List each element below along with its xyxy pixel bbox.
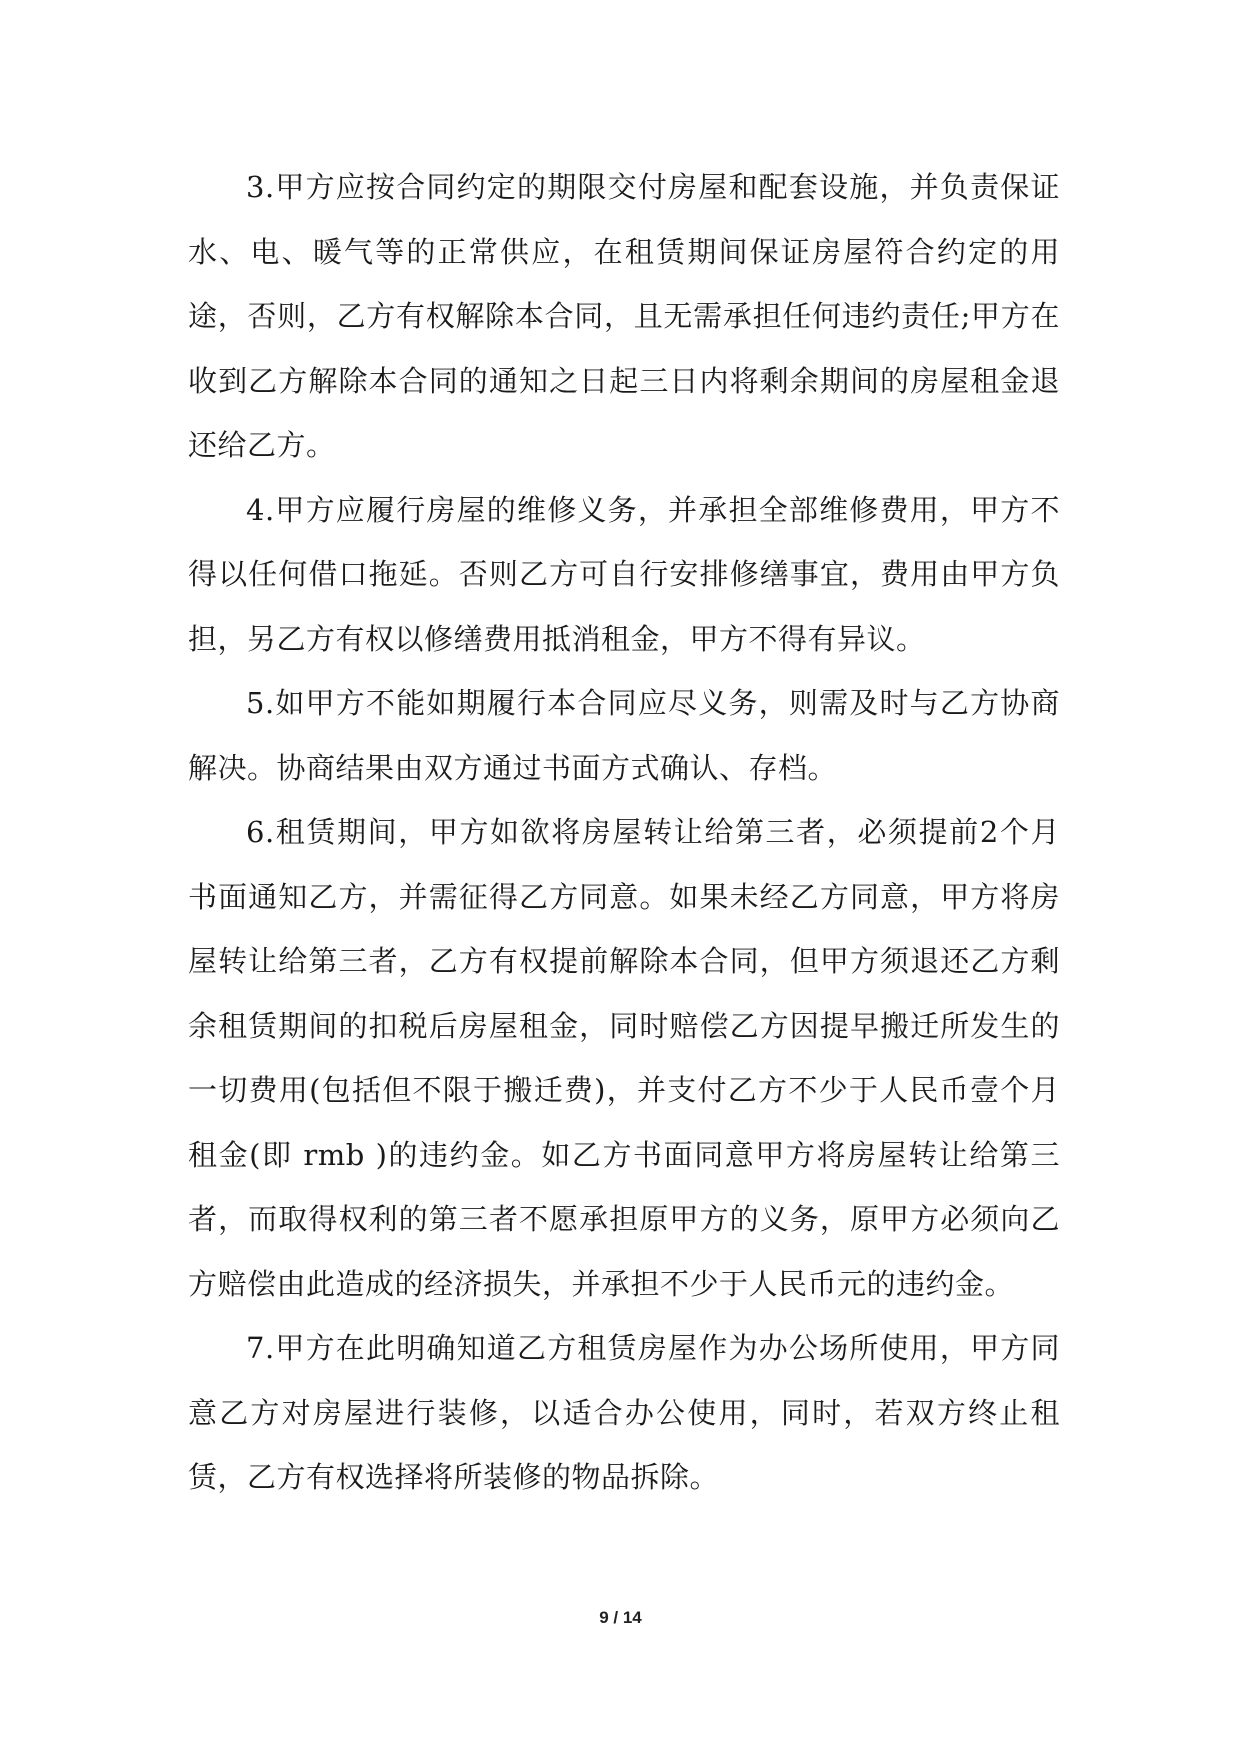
paragraph-clause-4: 4.甲方应履行房屋的维修义务，并承担全部维修费用，甲方不得以任何借口拖延。否则乙方可自行安排修缮事宜，费用由甲方负担，另乙方有权以修缮费用抵消租金，甲方不得有异议。 xyxy=(188,492,1060,656)
page-number: 9 / 14 xyxy=(599,1608,642,1627)
paragraph-clause-7: 7.甲方在此明确知道乙方租赁房屋作为办公场所使用，甲方同意乙方对房屋进行装修，以适合办公使用，同时，若双方终止租赁，乙方有权选择将所装修的物品拆除。 xyxy=(188,1331,1060,1494)
paragraph-clause-3: 3.甲方应按合同约定的期限交付房屋和配套设施，并负责保证水、电、暖气等的正常供应，在租赁期间保证房屋符合约定的用途，否则，乙方有权解除本合同，且无需承担任何违约责任;甲方在收到乙方解除本合同的通知之日起三日内将剩余期间的房屋租金退还给乙方。 xyxy=(188,170,1060,462)
document-body xyxy=(188,155,1060,1510)
paragraph-clause-5: 5.如甲方不能如期履行本合同应尽义务，则需及时与乙方协商解决。协商结果由双方通过书面方式确认、存档。 xyxy=(188,686,1060,785)
paragraph-clause-6: 6.租赁期间，甲方如欲将房屋转让给第三者，必须提前2个月书面通知乙方，并需征得乙方同意。如果未经乙方同意，甲方将房屋转让给第三者，乙方有权提前解除本合同，但甲方须退还乙方剩余租赁期间的扣税后房屋租金，同时赔偿乙方因提早搬迁所发生的一切费用(包括但不限于搬迁费)，并支付乙方不少于人民币壹个月租金(即 rmb )的违约金。如乙方书面同意甲方将房屋转让给第三者，而取得权利的第三者不愿承担原甲方的义务，原甲方必须向乙方赔偿由此造成的经济损失，并承担不少于人民币元的违约金。 xyxy=(188,815,1060,1301)
